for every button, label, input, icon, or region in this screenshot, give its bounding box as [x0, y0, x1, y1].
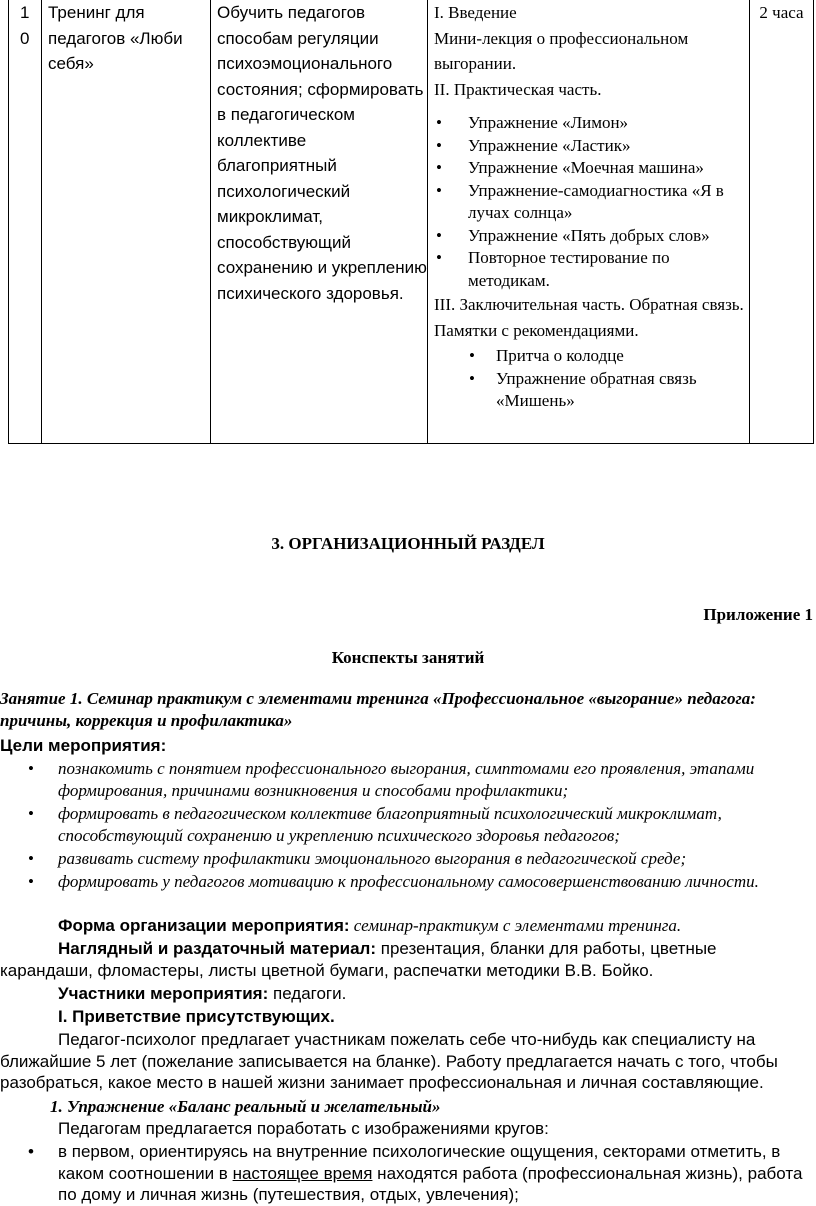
synopsis-title: Конспекты занятий [331, 648, 485, 667]
practice-list [434, 112, 749, 292]
event-content-cell [428, 0, 750, 444]
participants-value: педагоги. [268, 984, 347, 1003]
exercise-heading: 1. Упражнение «Баланс реальный и желательный» [50, 1097, 441, 1116]
form-paragraph [0, 915, 812, 937]
bullet-icon: • [28, 849, 34, 868]
plan-table [8, 0, 814, 444]
final-heading: III. Заключительная часть. Обратная связь. Памятки с рекомендациями. [434, 295, 744, 340]
bullet-icon: • [436, 248, 442, 267]
exercise-item: • в первом, ориентируясь на внутренние психологические ощущения, секторами отметить, в каком соотношении в настоящее время находятся работа (профессиональная жизнь), работа по дому и личная жизнь (путешествия, отдых, увлечения); [28, 1142, 803, 1204]
bullet-icon: • [28, 759, 34, 778]
event-goal: Обучить педагогов способам регуляции психоэмоционального состояния; сформировать в педагогическом коллективе благоприятный психологический микроклимат, способствующий сохранению и укреплению психического здоровья. [217, 3, 427, 303]
list-item: • Упражнение «Лимон» [434, 112, 749, 135]
duration-cell [750, 0, 814, 444]
duration: 2 часа [759, 3, 804, 22]
list-item: • Упражнение «Моечная машина» [434, 157, 749, 180]
bullet-icon: • [28, 1142, 34, 1161]
underlined-phrase: настоящее время [232, 1163, 373, 1183]
event-title: Тренинг для педагогов «Люби себя» [48, 3, 183, 73]
greeting-heading: I. Приветствие присутствующих. [58, 1007, 335, 1026]
row-number-digit-1: 1 [20, 3, 30, 22]
practice-heading: II. Практическая часть. [434, 79, 602, 99]
intro-heading: I. Введение [434, 3, 517, 22]
goal-item: • формировать в педагогическом коллективе благоприятный психологический микроклимат, способствующий сохранению и укреплению психического здоровья педагогов; [28, 804, 722, 845]
lesson-title: Занятие 1. Семинар практикум с элементами тренинга «Профессиональное «выгорание» педагога: причины, коррекция и профилактика» [0, 689, 756, 730]
greeting-text: Педагог-психолог предлагает участникам пожелать себе что-нибудь как специалисту на ближайшие 5 лет (пожелание записывается на бланке). Работу предлагается начать с того, чтобы разобраться, какое место в нашей жизни занимает профессиональная и личная составляющие. [0, 1030, 778, 1092]
form-value: семинар-практикум с элементами тренинга. [349, 916, 682, 935]
exercise-intro: Педагогам предлагается поработать с изображениями кругов: [58, 1119, 549, 1138]
list-item: • Притча о колодце [434, 345, 749, 368]
table-row [9, 0, 814, 444]
goals-heading: Цели мероприятия: [0, 736, 167, 755]
participants-label: Участники мероприятия: [58, 984, 269, 1003]
appendix-label: Приложение 1 [703, 605, 813, 624]
participants-paragraph [0, 983, 812, 1005]
form-label: Форма организации мероприятия: [58, 916, 350, 935]
bullet-icon: • [436, 158, 442, 177]
bullet-icon: • [469, 368, 475, 388]
list-item: • Упражнение-самодиагностика «Я в лучах солнца» [436, 180, 724, 222]
section-title: 3. ОРГАНИЗАЦИОННЫЙ РАЗДЕЛ [271, 534, 545, 553]
bullet-icon: • [436, 225, 442, 245]
bullet-icon: • [436, 180, 442, 200]
material-value: презентация, бланки для работы, цветные карандаши, фломастеры, листы цветной бумаги, распечатки методики В.В. Бойко. [0, 939, 717, 980]
event-title-cell [42, 0, 211, 444]
final-list [434, 345, 749, 413]
list-item: • Упражнение «Ластик» [434, 135, 749, 158]
goal-item: • развивать систему профилактики эмоционального выгорания в педагогической среде; [28, 849, 687, 868]
list-item: • Упражнение «Пять добрых слов» [434, 225, 749, 248]
list-item: • Упражнение обратная связь «Мишень» [469, 368, 697, 410]
bullet-icon: • [469, 346, 475, 365]
row-number-cell [9, 0, 42, 444]
material-label: Наглядный и раздаточный материал: [58, 939, 377, 958]
bullet-icon: • [436, 113, 442, 132]
list-item: • Повторное тестирование по методикам. [436, 248, 670, 290]
bullet-icon: • [436, 135, 442, 155]
event-goal-cell [211, 0, 428, 444]
goal-item: • познакомить с понятием профессионального выгорания, симптомами его проявления, этапами формирования, причинами возникновения и способами профилактики; [28, 759, 755, 800]
goal-item: • формировать у педагогов мотивацию к профессиональному самосовершенствованию личности. [28, 872, 759, 891]
row-number-digit-2: 0 [20, 28, 30, 48]
bullet-icon: • [28, 804, 34, 823]
intro-text: Мини-лекция о профессиональном выгорании. [434, 28, 689, 73]
bullet-icon: • [28, 872, 34, 891]
material-paragraph [0, 938, 812, 981]
